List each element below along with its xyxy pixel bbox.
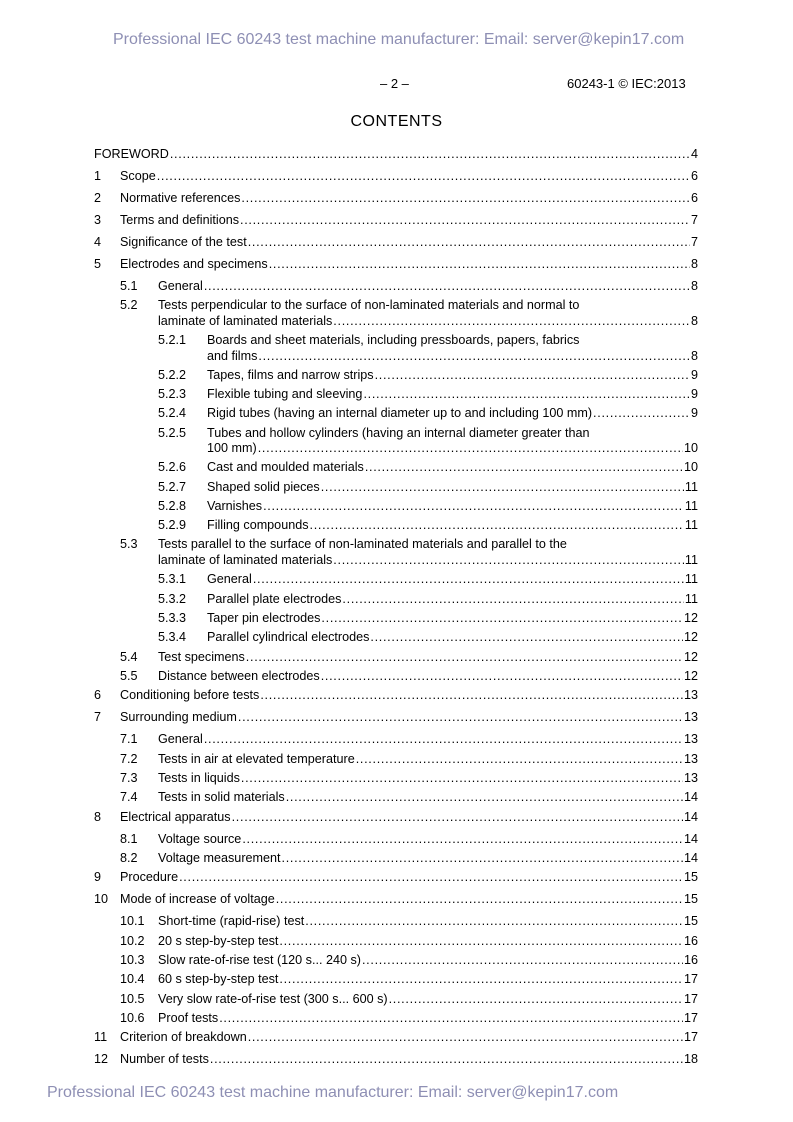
toc-page-number: 13 bbox=[683, 688, 698, 702]
toc-entry[interactable] bbox=[158, 552, 698, 568]
toc-title: Tests in liquids bbox=[158, 771, 240, 785]
toc-number: 10.1 bbox=[120, 914, 145, 928]
toc-title: Terms and definitions bbox=[120, 213, 240, 227]
toc-number: 7.1 bbox=[120, 732, 138, 746]
toc-leader-dots bbox=[170, 146, 690, 162]
toc-entry[interactable] bbox=[120, 168, 698, 184]
toc-leader-dots bbox=[593, 405, 690, 421]
toc-title: Tests in solid materials bbox=[158, 790, 285, 804]
toc-page-number: 16 bbox=[683, 953, 698, 967]
toc-title: Taper pin electrodes bbox=[207, 611, 321, 625]
toc-title: Shaped solid pieces bbox=[207, 480, 320, 494]
toc-leader-dots bbox=[279, 933, 683, 949]
toc-title: Criterion of breakdown bbox=[120, 1030, 247, 1044]
toc-entry[interactable] bbox=[158, 751, 698, 767]
toc-title-line1: Tests parallel to the surface of non-laminated materials and parallel to the bbox=[158, 537, 567, 551]
toc-page-number: 17 bbox=[683, 1030, 698, 1044]
toc-title: Tests in air at elevated temperature bbox=[158, 752, 355, 766]
toc-number: 5 bbox=[94, 257, 102, 271]
toc-title: laminate of laminated materials bbox=[158, 314, 333, 328]
toc-entry[interactable] bbox=[120, 809, 698, 825]
toc-number: 8 bbox=[94, 810, 102, 824]
toc-number: 1 bbox=[94, 169, 102, 183]
toc-leader-dots bbox=[305, 913, 683, 929]
toc-leader-dots bbox=[258, 348, 690, 364]
toc-title: Proof tests bbox=[158, 1011, 219, 1025]
toc-title: Cast and moulded materials bbox=[207, 460, 364, 474]
toc-leader-dots bbox=[179, 869, 683, 885]
toc-page-number: 13 bbox=[683, 732, 698, 746]
toc-title-line1: Tests perpendicular to the surface of non-laminated materials and normal to bbox=[158, 298, 580, 312]
toc-entry[interactable] bbox=[207, 517, 698, 533]
toc-number: 7 bbox=[94, 710, 102, 724]
toc-leader-dots bbox=[232, 809, 683, 825]
toc-title: FOREWORD bbox=[94, 147, 169, 161]
toc-leader-dots bbox=[321, 610, 683, 626]
toc-number: 3 bbox=[94, 213, 102, 227]
toc-leader-dots bbox=[204, 731, 683, 747]
toc-number: 7.4 bbox=[120, 790, 138, 804]
toc-number: 5.3.1 bbox=[158, 572, 187, 586]
toc-title: Scope bbox=[120, 169, 156, 183]
toc-title: 60 s step-by-step test bbox=[158, 972, 279, 986]
toc-page-number: 7 bbox=[690, 235, 698, 249]
page-number: – 2 – bbox=[380, 76, 409, 91]
toc-page-number: 15 bbox=[683, 892, 698, 906]
toc-entry[interactable] bbox=[207, 571, 698, 587]
toc-number: 10.3 bbox=[120, 953, 145, 967]
toc-leader-dots bbox=[363, 386, 690, 402]
toc-title: General bbox=[158, 732, 203, 746]
toc-title: and films bbox=[207, 349, 258, 363]
toc-title: Flexible tubing and sleeving bbox=[207, 387, 363, 401]
toc-entry[interactable] bbox=[120, 212, 698, 228]
toc-page-number: 12 bbox=[683, 630, 698, 644]
toc-leader-dots bbox=[238, 709, 683, 725]
toc-leader-dots bbox=[310, 517, 684, 533]
toc-title: Electrodes and specimens bbox=[120, 257, 268, 271]
standard-reference: 60243-1 © IEC:2013 bbox=[567, 76, 686, 91]
watermark-bottom: Professional IEC 60243 test machine manufacturer: Email: server@kepin17.com bbox=[47, 1084, 619, 1101]
toc-leader-dots bbox=[241, 190, 690, 206]
toc-number: 7.3 bbox=[120, 771, 138, 785]
toc-leader-dots bbox=[362, 952, 683, 968]
toc-entry[interactable] bbox=[207, 440, 698, 456]
toc-page-number: 18 bbox=[683, 1052, 698, 1066]
toc-title: Filling compounds bbox=[207, 518, 309, 532]
toc-entry[interactable] bbox=[207, 591, 698, 607]
toc-entry[interactable] bbox=[158, 770, 698, 786]
toc-leader-dots bbox=[356, 751, 683, 767]
toc-leader-dots bbox=[248, 1029, 683, 1045]
toc-number: 5.3.4 bbox=[158, 630, 187, 644]
toc-entry[interactable] bbox=[120, 891, 698, 907]
toc-page-number: 17 bbox=[683, 1011, 698, 1025]
toc-title: Short-time (rapid-rise) test bbox=[158, 914, 305, 928]
toc-number: 5.3.3 bbox=[158, 611, 187, 625]
toc-title: laminate of laminated materials bbox=[158, 553, 333, 567]
toc-entry[interactable] bbox=[158, 649, 698, 665]
toc-page-number: 6 bbox=[690, 169, 698, 183]
toc-entry[interactable] bbox=[207, 629, 698, 645]
toc-number: 4 bbox=[94, 235, 102, 249]
toc-entry[interactable] bbox=[158, 991, 698, 1007]
toc-leader-dots bbox=[333, 313, 690, 329]
toc-title: Significance of the test bbox=[120, 235, 247, 249]
toc-number: 5.2.8 bbox=[158, 499, 187, 513]
toc-title: Number of tests bbox=[120, 1052, 209, 1066]
toc-entry[interactable] bbox=[120, 869, 698, 885]
toc-page-number: 4 bbox=[690, 147, 698, 161]
toc-title: 100 mm) bbox=[207, 441, 257, 455]
toc-leader-dots bbox=[389, 991, 683, 1007]
toc-leader-dots bbox=[157, 168, 690, 184]
toc-number: 5.1 bbox=[120, 279, 138, 293]
toc-leader-dots bbox=[219, 1010, 683, 1026]
toc-title: Electrical apparatus bbox=[120, 810, 231, 824]
toc-page-number: 9 bbox=[690, 387, 698, 401]
toc-entry[interactable] bbox=[158, 913, 698, 929]
toc-page-number: 11 bbox=[684, 518, 698, 532]
toc-number: 8.1 bbox=[120, 832, 138, 846]
toc-page-number: 12 bbox=[683, 669, 698, 683]
toc-page-number: 17 bbox=[683, 972, 698, 986]
toc-leader-dots bbox=[279, 971, 683, 987]
toc-entry[interactable] bbox=[158, 933, 698, 949]
toc-leader-dots bbox=[240, 212, 690, 228]
toc-number: 10.6 bbox=[120, 1011, 145, 1025]
toc-entry[interactable] bbox=[120, 1051, 698, 1067]
toc-page-number: 13 bbox=[683, 752, 698, 766]
toc-number: 12 bbox=[94, 1052, 109, 1066]
toc-leader-dots bbox=[269, 256, 690, 272]
toc-leader-dots bbox=[365, 459, 683, 475]
toc-page-number: 13 bbox=[683, 710, 698, 724]
toc-page-number: 11 bbox=[684, 553, 698, 567]
toc-number: 5.3 bbox=[120, 537, 138, 551]
toc-leader-dots bbox=[370, 629, 683, 645]
toc-number: 10.4 bbox=[120, 972, 145, 986]
toc-page-number: 9 bbox=[690, 406, 698, 420]
toc-number: 5.2.6 bbox=[158, 460, 187, 474]
toc-leader-dots bbox=[246, 649, 683, 665]
toc-leader-dots bbox=[375, 367, 690, 383]
toc-title: Surrounding medium bbox=[120, 710, 237, 724]
toc-entry[interactable] bbox=[207, 348, 698, 364]
toc-title: Normative references bbox=[120, 191, 241, 205]
toc-title: Voltage measurement bbox=[158, 851, 281, 865]
toc-entry[interactable] bbox=[120, 190, 698, 206]
toc-page-number: 14 bbox=[683, 810, 698, 824]
toc-leader-dots bbox=[286, 789, 683, 805]
toc-entry[interactable] bbox=[94, 146, 698, 162]
toc-title: Conditioning before tests bbox=[120, 688, 260, 702]
toc-title: Varnishes bbox=[207, 499, 263, 513]
toc-entry[interactable] bbox=[207, 459, 698, 475]
toc-page-number: 6 bbox=[690, 191, 698, 205]
toc-leader-dots bbox=[248, 234, 690, 250]
toc-entry[interactable] bbox=[158, 313, 698, 329]
toc-number: 5.5 bbox=[120, 669, 138, 683]
toc-page-number: 13 bbox=[683, 771, 698, 785]
toc-page-number: 8 bbox=[690, 257, 698, 271]
toc-entry[interactable] bbox=[120, 256, 698, 272]
toc-title: General bbox=[158, 279, 203, 293]
toc-entry[interactable] bbox=[207, 498, 698, 514]
toc-page-number: 10 bbox=[683, 441, 698, 455]
toc-page-number: 8 bbox=[690, 349, 698, 363]
toc-number: 7.2 bbox=[120, 752, 138, 766]
watermark-top: Professional IEC 60243 test machine manufacturer: Email: server@kepin17.com bbox=[113, 31, 685, 48]
toc-number: 10.2 bbox=[120, 934, 145, 948]
toc-number: 5.2.1 bbox=[158, 333, 187, 347]
toc-page-number: 10 bbox=[683, 460, 698, 474]
toc-leader-dots bbox=[253, 571, 684, 587]
toc-title: Procedure bbox=[120, 870, 179, 884]
toc-entry[interactable] bbox=[158, 731, 698, 747]
toc-title: Tapes, films and narrow strips bbox=[207, 368, 374, 382]
toc-entry[interactable] bbox=[158, 278, 698, 294]
toc-page-number: 16 bbox=[683, 934, 698, 948]
toc-leader-dots bbox=[210, 1051, 683, 1067]
toc-leader-dots bbox=[342, 591, 684, 607]
toc-entry[interactable] bbox=[120, 1029, 698, 1045]
toc-entry[interactable] bbox=[158, 850, 698, 866]
toc-title: 20 s step-by-step test bbox=[158, 934, 279, 948]
toc-leader-dots bbox=[258, 440, 683, 456]
toc-title: Parallel plate electrodes bbox=[207, 592, 342, 606]
toc-page-number: 11 bbox=[684, 592, 698, 606]
toc-entry[interactable] bbox=[158, 1010, 698, 1026]
toc-page-number: 8 bbox=[690, 279, 698, 293]
toc-page-number: 14 bbox=[683, 832, 698, 846]
toc-entry[interactable] bbox=[207, 610, 698, 626]
toc-entry[interactable] bbox=[158, 971, 698, 987]
toc-title: Parallel cylindrical electrodes bbox=[207, 630, 370, 644]
toc-page-number: 11 bbox=[684, 499, 698, 513]
toc-page-number: 17 bbox=[683, 992, 698, 1006]
toc-entry[interactable] bbox=[120, 709, 698, 725]
toc-number: 5.2.4 bbox=[158, 406, 187, 420]
toc-leader-dots bbox=[333, 552, 684, 568]
toc-number: 5.2.7 bbox=[158, 480, 187, 494]
toc-number: 9 bbox=[94, 870, 102, 884]
toc-page-number: 11 bbox=[684, 572, 698, 586]
toc-page-number: 12 bbox=[683, 611, 698, 625]
toc-number: 5.2 bbox=[120, 298, 138, 312]
toc-leader-dots bbox=[241, 770, 683, 786]
toc-page-number: 15 bbox=[683, 914, 698, 928]
toc-page-number: 12 bbox=[683, 650, 698, 664]
toc-number: 5.2.5 bbox=[158, 426, 187, 440]
toc-entry[interactable] bbox=[207, 367, 698, 383]
toc-entry[interactable] bbox=[120, 234, 698, 250]
toc-number: 11 bbox=[94, 1030, 108, 1044]
toc-page-number: 8 bbox=[690, 314, 698, 328]
toc-title-line1: Boards and sheet materials, including pressboards, papers, fabrics bbox=[207, 333, 580, 347]
toc-page-number: 14 bbox=[683, 790, 698, 804]
toc-page-number: 11 bbox=[684, 480, 698, 494]
contents-title: CONTENTS bbox=[350, 113, 443, 130]
toc-number: 10 bbox=[94, 892, 109, 906]
toc-title: General bbox=[207, 572, 252, 586]
toc-entry[interactable] bbox=[158, 668, 698, 684]
toc-number: 5.2.2 bbox=[158, 368, 187, 382]
toc-number: 5.3.2 bbox=[158, 592, 187, 606]
toc-leader-dots bbox=[282, 850, 683, 866]
toc-title: Very slow rate-of-rise test (300 s... 600 s) bbox=[158, 992, 388, 1006]
toc-title-line1: Tubes and hollow cylinders (having an internal diameter greater than bbox=[207, 426, 590, 440]
toc-number: 5.4 bbox=[120, 650, 138, 664]
toc-entry[interactable] bbox=[207, 405, 698, 421]
toc-leader-dots bbox=[204, 278, 690, 294]
toc-title: Test specimens bbox=[158, 650, 245, 664]
toc-title: Distance between electrodes bbox=[158, 669, 320, 683]
toc-title: Rigid tubes (having an internal diameter up to and including 100 mm) bbox=[207, 406, 593, 420]
toc-entry[interactable] bbox=[158, 831, 698, 847]
toc-entry[interactable] bbox=[207, 479, 698, 495]
toc-page-number: 9 bbox=[690, 368, 698, 382]
toc-leader-dots bbox=[321, 479, 684, 495]
toc-number: 10.5 bbox=[120, 992, 145, 1006]
toc-number: 8.2 bbox=[120, 851, 138, 865]
toc-entry[interactable] bbox=[158, 952, 698, 968]
toc-page-number: 14 bbox=[683, 851, 698, 865]
toc-page-number: 7 bbox=[690, 213, 698, 227]
toc-entry[interactable] bbox=[120, 687, 698, 703]
toc-leader-dots bbox=[263, 498, 684, 514]
toc-title: Voltage source bbox=[158, 832, 242, 846]
toc-leader-dots bbox=[276, 891, 683, 907]
toc-entry[interactable] bbox=[207, 386, 698, 402]
toc-leader-dots bbox=[260, 687, 683, 703]
toc-number: 2 bbox=[94, 191, 102, 205]
toc-title: Slow rate-of-rise test (120 s... 240 s) bbox=[158, 953, 361, 967]
toc-page-number: 15 bbox=[683, 870, 698, 884]
toc-leader-dots bbox=[321, 668, 683, 684]
toc-title: Mode of increase of voltage bbox=[120, 892, 275, 906]
toc-leader-dots bbox=[242, 831, 683, 847]
toc-number: 5.2.3 bbox=[158, 387, 187, 401]
toc-number: 6 bbox=[94, 688, 102, 702]
toc-entry[interactable] bbox=[158, 789, 698, 805]
toc-number: 5.2.9 bbox=[158, 518, 187, 532]
